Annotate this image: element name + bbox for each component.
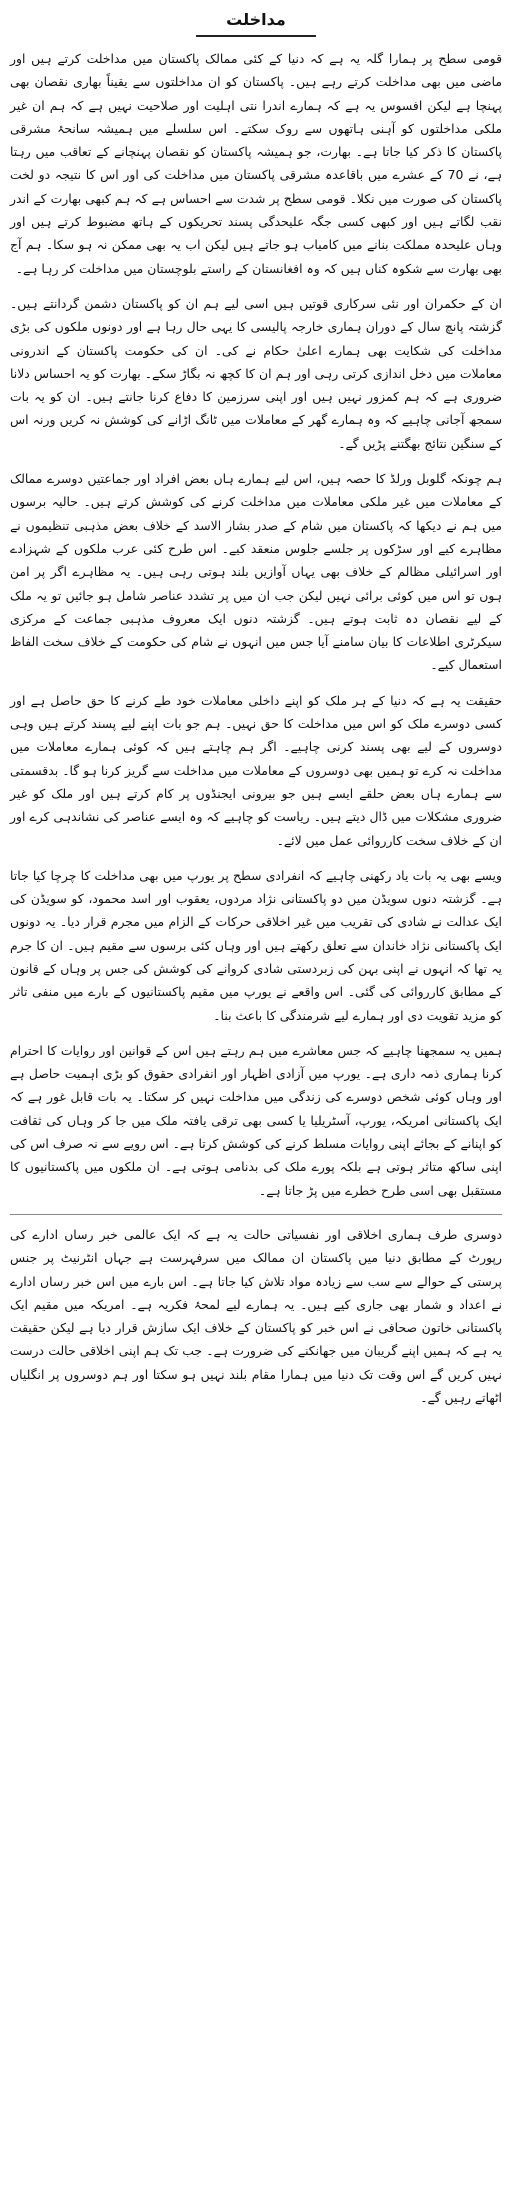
title-underline: [196, 35, 316, 37]
article-paragraph: قومی سطح پر ہمارا گلہ یہ ہے کہ دنیا کے کئی ممالک پاکستان میں مداخلت کرتے ہیں اور ماضی میں بھی مداخلت کرتے رہے ہیں۔ پاکستان کو ان مداخلتوں سے یقیناً بھاری نقصان بھی پہنچا ہے لیکن افسوس یہ ہے کہ ہمارے اندرا نتی اہلیت اور صلاحیت نہیں ہے کہ ہم ان غیر ملکی مداخلتوں کو آہنی ہاتھوں سے روک سکتے۔ اس سلسلے میں ہمیشہ سانحۂ مشرقی پاکستان کا ذکر کیا جاتا ہے۔ بھارت، جو ہمیشہ پاکستان کو نقصان پہنچانے کے تعاقب میں رہتا ہے، نے 70 کے عشرے میں باقاعدہ مشرقی پاکستان میں مداخلت کی اور اس کا نتیجہ دو لخت پاکستان کی صورت میں نکلا۔ قومی سطح پر شدت سے احساس ہے کہ ہم کبھی بھارت کے اندر نقب لگاتے ہیں اور کبھی کسی جگہ علیحدگی پسند تحریکوں کے ہاتھ مضبوط کرتے ہیں اور وہاں علیحدہ مملکت بنانے میں کامیاب ہو جاتے ہیں لیکن اب یہ بھی ممکن نہ ہو سکا۔ ہم آج بھی بھارت سے شکوہ کناں ہیں کہ وہ افغانستان کے راستے بلوچستان میں مداخلت کر رہا ہے۔: [10, 51, 502, 276]
article-paragraph: ہمیں یہ سمجھنا چاہیے کہ جس معاشرے میں ہم رہتے ہیں اس کے قوانین اور روایات کا احترام کرنا ہماری ذمہ داری ہے۔ یورپ میں آزادی اظہار اور انفرادی حقوق کو بڑی اہمیت حاصل ہے اور وہاں کوئی شخص دوسرے کی زندگی میں مداخلت نہیں کر سکتا۔ یہ بات قابل غور ہے کہ ایک پاکستانی امریکہ، یورپ، آسٹریلیا یا کسی بھی ترقی یافتہ ملک میں جا کر وہاں کی ثقافت کو اپنانے کے بجائے اپنی روایات مسلط کرنے کی کوشش کرتا ہے۔ اس رویے سے نہ صرف اس کی اپنی ساکھ متاثر ہوتی ہے بلکہ پورے ملک کی بدنامی ہوتی ہے۔ ان ملکوں میں پاکستانیوں کا مستقبل بھی اسی طرح خطرے میں پڑ جاتا ہے۔: [10, 1042, 502, 1198]
article-paragraph: ان کے حکمران اور نئی سرکاری قوتیں ہیں اسی لیے ہم ان کو پاکستان دشمن گردانتے ہیں۔ گزشتہ پانچ سال کے دوران ہماری خارجہ پالیسی کا یہی حال رہا ہے اور دونوں ملکوں کی بڑی مداخلت کی شکایت بھی ہمارے اعلیٰ حکام نے کی۔ ان کی حکومت پاکستان کے اندرونی معاملات میں دخل اندازی کرتی رہی اور ہم ان کا کچھ نہ بگاڑ سکے۔ بھارت کو یہ احساس دلانا ضروری ہے کہ ہم کمزور نہیں ہیں اور اپنی سرزمین کا دفاع کرنا جانتے ہیں۔ ان کو یہ بات سمجھ آجانی چاہیے کہ وہ ہمارے گھر کے معاملات میں ٹانگ اڑانے کی کوشش نہ کریں ورنہ اس کے سنگین نتائج بھگتنے پڑیں گے۔: [10, 295, 502, 451]
article-paragraph: ویسے بھی یہ بات یاد رکھنی چاہیے کہ انفرادی سطح پر یورپ میں بھی مداخلت کا چرچا کیا جاتا ہے۔ گزشتہ دنوں سویڈن میں دو پاکستانی نژاد مردوں، یعقوب اور اسد محمود، کو سویڈن کی ایک عدالت نے شادی کی تقریب میں غیر اخلاقی حرکات کے الزام میں مجرم قرار دیا۔ یہ دونوں ایک پاکستانی نژاد خاندان سے تعلق رکھتے ہیں اور وہاں کئی برسوں سے مقیم ہیں۔ ان کا جرم یہ تھا کہ انہوں نے اپنی بہن کی زبردستی شادی کروانے کی کوشش کی جس پر وہاں کے قانون کے مطابق کارروائی کی گئی۔ اس واقعے نے یورپ میں مقیم پاکستانیوں کے بارے میں منفی تاثر کو مزید تقویت دی اور ہمارے لیے شرمندگی کا باعث بنا۔: [10, 867, 502, 1023]
article-paragraph: حقیقت یہ ہے کہ دنیا کے ہر ملک کو اپنے داخلی معاملات خود طے کرنے کا حق حاصل ہے اور کسی دوسرے ملک کو اس میں مداخلت کا حق نہیں۔ ہم جو بات اپنے لیے پسند کرتے ہیں وہی دوسروں کے لیے بھی پسند کرنی چاہیے۔ اگر ہم چاہتے ہیں کہ کوئی ہمارے معاملات میں مداخلت نہ کرے تو ہمیں بھی دوسروں کے معاملات میں مداخلت سے گریز کرنا ہو گا۔ بدقسمتی سے ہمارے ہاں بعض حلقے ایسے ہیں جو بیرونی ایجنڈوں پر کام کرتے ہیں اور ملک کو غیر ضروری مشکلات میں ڈال دیتے ہیں۔ ریاست کو چاہیے کہ وہ ایسے عناصر کی نشاندہی کرے اور ان کے خلاف سخت کارروائی عمل میں لائے۔: [10, 692, 502, 848]
article-body: [10, 47, 502, 1409]
article-paragraph: دوسری طرف ہماری اخلاقی اور نفسیاتی حالت یہ ہے کہ ایک عالمی خبر رساں ادارے کی رپورٹ کے مطابق دنیا میں پاکستان ان ممالک میں سرفہرست ہے جہاں انٹرنیٹ پر جنس پرستی کے حوالے سے سب سے زیادہ مواد تلاش کیا جاتا ہے۔ اس بارے میں اس خبر رساں ادارے نے اعداد و شمار بھی جاری کیے ہیں۔ یہ ہمارے لیے لمحۂ فکریہ ہے۔ امریکہ میں مقیم ایک پاکستانی خاتون صحافی نے اس خبر کو پاکستان کے خلاف ایک سازش قرار دیا ہے لیکن حقیقت یہ ہے کہ ہمیں اپنے گریبان میں جھانکنے کی ضرورت ہے۔ جب تک ہم اپنی اخلاقی حالت درست نہیں کریں گے اس وقت تک دنیا میں ہمارا مقام بلند نہیں ہو سکتا اور ہم دوسروں پر انگلیاں اٹھاتے رہیں گے۔: [10, 1226, 502, 1406]
article-paragraph: ہم چونکہ گلوبل ورلڈ کا حصہ ہیں، اس لیے ہمارے ہاں بعض افراد اور جماعتیں دوسرے ممالک کے معاملات میں غیر ملکی معاملات میں مداخلت کرنے کی کوشش کرتے ہیں۔ حالیہ برسوں میں ہم نے دیکھا کہ پاکستان میں شام کے صدر بشار الاسد کے خلاف بعض مذہبی تنظیموں نے مظاہرے کیے اور سڑکوں پر جلسے جلوس منعقد کیے۔ اس طرح کئی عرب ملکوں کے شہزادے اور اسرائیلی مظالم کے خلاف بھی یہاں آوازیں بلند ہوتی رہی ہیں۔ یہ مظاہرے اگر پر امن ہوں تو اس میں کوئی برائی نہیں لیکن جب ان میں پر تشدد عناصر شامل ہو جائیں تو یہ ملک کے لیے نقصان دہ ثابت ہوتے ہیں۔ گزشتہ دنوں ایک معروف مذہبی جماعت کے مرکزی سیکرٹری اطلاعات کا بیان سامنے آیا جس میں انہوں نے شام کی حکومت کے خلاف سخت الفاظ استعمال کیے۔: [10, 471, 502, 673]
article-title: مداخلت: [226, 10, 286, 29]
section-divider: [10, 1214, 502, 1215]
